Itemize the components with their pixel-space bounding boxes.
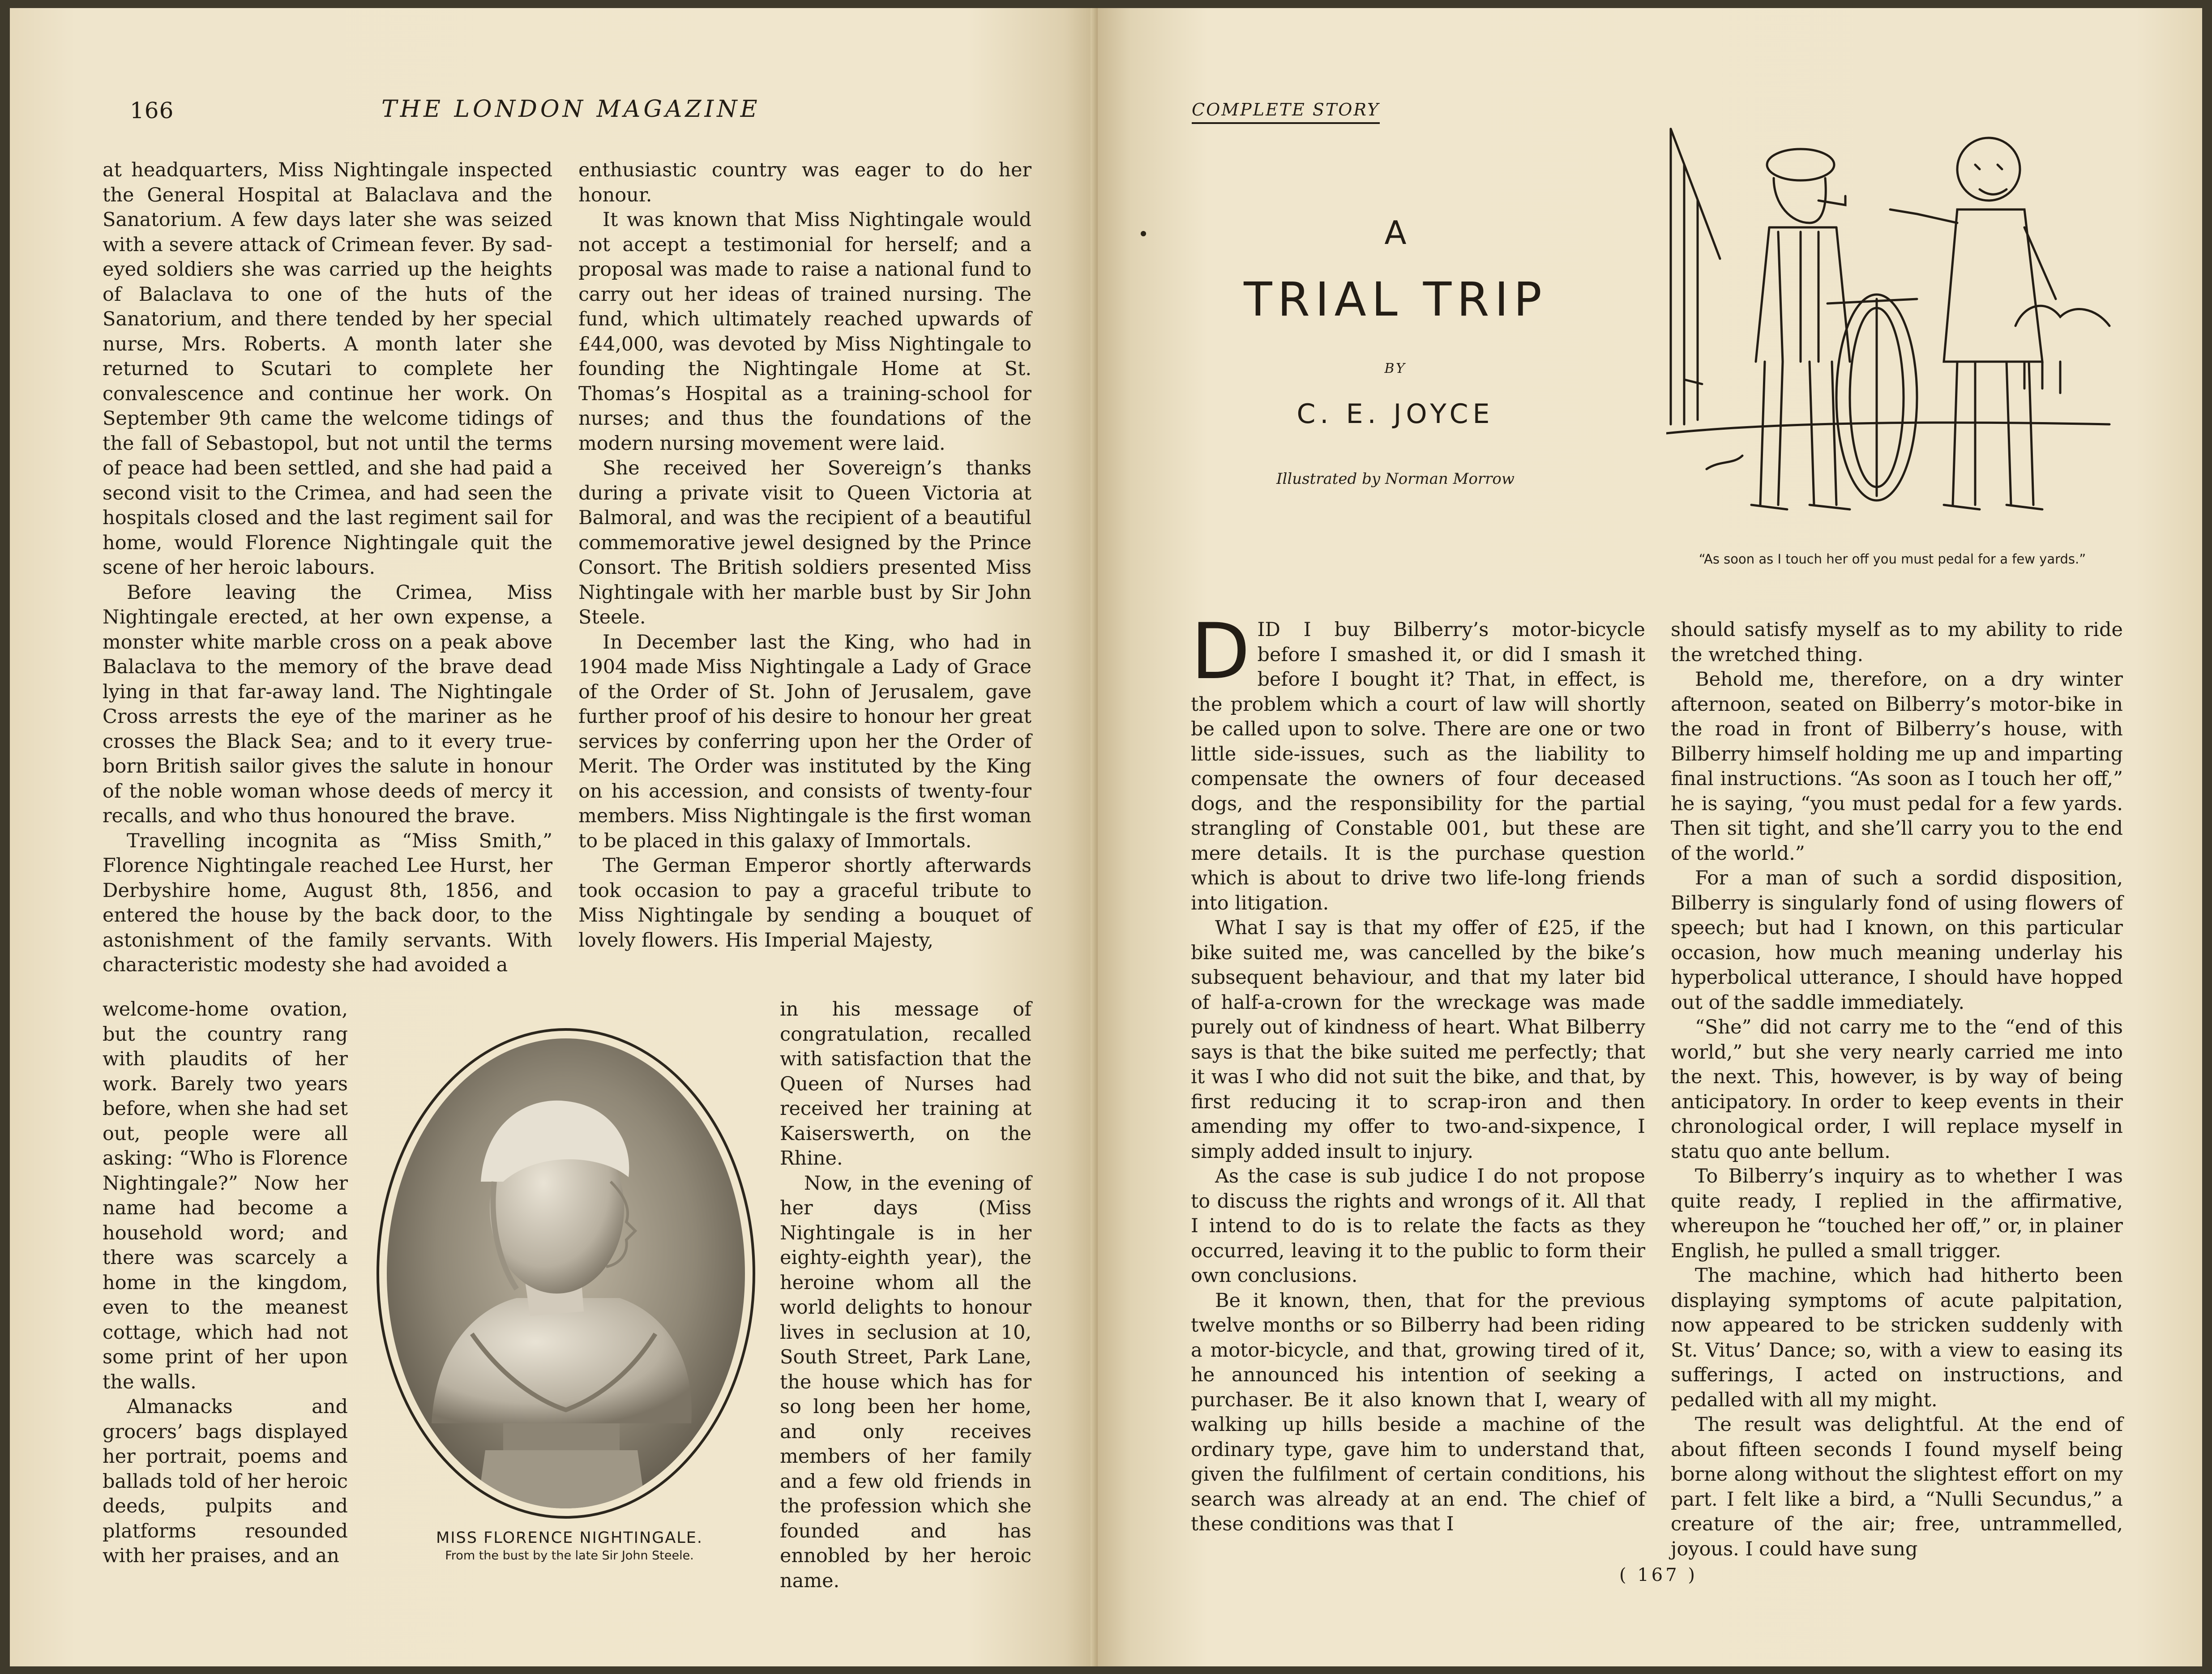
- story-illustration: [1666, 111, 2114, 536]
- paragraph: enthusiastic country was eager to do her honour.: [578, 159, 1031, 206]
- paragraph: As the case is sub judice I do not propose to discuss the rights and wrongs of it. All that I intend to do is to relate the facts as they occurred, leaving it to the public to form their own conclusions.: [1191, 1165, 1645, 1287]
- byline-label: BY: [1384, 361, 1407, 376]
- left-page: [10, 8, 1098, 1666]
- paragraph: The German Emperor shortly afterwards took occasion to pay a graceful tribute to Miss Nightingale by sending a bouquet of lovely flowers. His Imperial Majesty,: [578, 854, 1031, 952]
- paragraph: The machine, which had hitherto been displaying symptoms of acute palpitation, now appeared to be stricken suddenly with St. Vitus’ Dance; so, with a view to easing its sufferings, I acted on instructions, and pedalled with all my might.: [1671, 1264, 2123, 1411]
- paragraph: at headquarters, Miss Nightingale inspected the General Hospital at Balaclava and the Sanatorium. A few days later she was seized with a severe attack of Crimean fever. By sad-eyed soldiers she was carried up the heights of Balaclava to one of the huts of the Sanatorium, and there tended by her special nurse, Mrs. Roberts. A month later she returned to Scutari to complete her convalescence and continue her work. On September 9th came the welcome tidings of the fall of Sebastopol, but not until the terms of peace had been settled, and she had paid a second visit to the Crimea, and had seen the hospitals closed and the last regiment sail for home, would Florence Nightingale quit the scene of her heroic labours.: [103, 159, 552, 579]
- paragraph: For a man of such a sordid disposition, Bilberry is singularly fond of using flowers of speech; but had I known, on this particular occasion, how much meaning underlay his hyperbolical utterance, I should have hopped out of the saddle immediately.: [1671, 867, 2123, 1014]
- paragraph: To Bilberry’s inquiry as to whether I was quite ready, I replied in the affirmative, whereupon he “touched her off,” or, in plainer English, he pulled a small trigger.: [1671, 1165, 2123, 1262]
- paragraph: in his message of congratulation, recalled with satisfaction that the Queen of Nurses had received her training at Kaiserswerth, on the Rhine.: [780, 998, 1031, 1170]
- paragraph: Now, in the evening of her days (Miss Nightingale is in her eighty-eighth year), the heroine whom all the world delights to honour lives in seclusion at 10, South Street, Park Lane, the house which has for so long been her home, and only receives members of her family and a few old friends in the profession which she founded and has ennobled by her heroic name.: [780, 1172, 1031, 1592]
- story-title: TRIAL TRIP: [1244, 272, 1547, 327]
- paragraph: Almanacks and grocers’ bags displayed her portrait, poems and ballads told of her heroic deeds, pulpits and platforms resounded with her praises, and an: [103, 1396, 348, 1567]
- print-spot: [1141, 231, 1146, 236]
- story-title-article: A: [1384, 214, 1407, 252]
- page-folio: ( 167 ): [1619, 1565, 1698, 1585]
- paragraph: It was known that Miss Nightingale would not accept a testimonial for herself; and a proposal was made to raise a national fund to carry out her ideas of trained nursing. The fund, which ultimately reached upwards of £44,000, was devoted by Miss Nightingale to founding the Nightingale Home at St. Thomas’s Hospital as a training-school for nurses; and thus the foundations of the modern nursing movement were laid.: [578, 209, 1031, 455]
- paragraph: She received her Sovereign’s thanks during a private visit to Queen Victoria at Balmoral, and was the recipient of a beautiful commemorative jewel designed by the Prince Consort. The British soldiers presented Miss Nightingale with her marble bust by Sir John Steele.: [578, 457, 1031, 628]
- section-tag: COMPLETE STORY: [1192, 100, 1380, 124]
- portrait-source: From the bust by the late Sir John Steele.: [445, 1549, 694, 1563]
- right-page: [1098, 8, 2202, 1666]
- right-column-1: [1191, 606, 1645, 1537]
- first-paragraph: [1191, 606, 1645, 916]
- first-paragraph-text: ID I buy Bilberry’s motor-bicycle before I smashed it, or did I smash it before I bought it? That, in effect, is the problem which a court of law will shortly be called upon to solve. There are one or two little side-issues, such as the liability to compensate the owners of four deceased dogs, and the responsibility for the partial strangling of Constable 001, but these are mere details. It is the purchase question which is about to drive two life-long friends into litigation.: [1191, 619, 1645, 914]
- paragraph: In December last the King, who had in 1904 made Miss Nightingale a Lady of Grace of the Order of St. John of Jerusalem, gave further proof of his desire to honour her great services by conferring upon her the Order of Merit. The Order was instituted by the King on his accession, and consists of twenty-four members. Miss Nightingale is the first woman to be placed in this galaxy of Immortals.: [578, 631, 1031, 852]
- left-column-1: [103, 158, 552, 978]
- paragraph: What I say is that my offer of £25, if the bike suited me, was cancelled by the bike’s subsequent behaviour, and that my later bid of half-a-crown for the wreckage was made purely out of kindness of heart. What Bilberry says is that the bike suited me perfectly; that it was I who did not suit the bike, and that, by first reducing it to scrap-iron and then amending my offer to two-and-sixpence, I simply added insult to injury.: [1191, 917, 1645, 1163]
- right-column-2: [1671, 618, 2123, 1562]
- portrait-illustration: [369, 1021, 763, 1526]
- paragraph: should satisfy myself as to my ability to ride the wretched thing.: [1671, 619, 2123, 666]
- left-column-1-narrow: [103, 997, 348, 1569]
- portrait-caption: MISS FLORENCE NIGHTINGALE.: [436, 1529, 703, 1547]
- two-men-bicycle-drawing: [1666, 111, 2114, 536]
- illustration-caption: “As soon as I touch her off you must pedal for a few yards.”: [1699, 551, 2086, 567]
- paragraph: Before leaving the Crimea, Miss Nightingale erected, at her own expense, a monster white marble cross on a peak above Balaclava to the memory of the brave dead lying in that far-away land. The Nightingale Cross arrests the eye of the mariner as he crosses the Black Sea; and to it every true-born British sailor gives the salute in honour of the noble woman whose deeds of mercy it recalls, and who thus honoured the brave.: [103, 581, 552, 827]
- drop-cap: D: [1191, 606, 1250, 696]
- running-title: THE LONDON MAGAZINE: [381, 96, 761, 123]
- author-name: C. E. JOYCE: [1296, 398, 1494, 430]
- paragraph: Travelling incognita as “Miss Smith,” Florence Nightingale reached Lee Hurst, her Derbyshire home, August 8th, 1856, and entered the house by the back door, to the astonishment of the family servants. With characteristic modesty she had avoided a: [103, 829, 552, 976]
- paragraph: welcome-home ovation, but the country rang with plaudits of her work. Barely two years before, when she had set out, people were all asking: “Who is Florence Nightingale?” Now her name had become a household word; and there was scarcely a home in the kingdom, even to the meanest cottage, which had not some print of her upon the walls.: [103, 998, 348, 1393]
- page-number: 166: [130, 98, 174, 124]
- paragraph: “She” did not carry me to the “end of this world,” but she very nearly carried me into the next. This, however, is by way of being anticipatory. In order to keep events in their chronological order, I will replace myself in statu quo ante bellum.: [1671, 1016, 2123, 1163]
- left-column-2-narrow: [780, 997, 1031, 1593]
- illustrator-credit: Illustrated by Norman Morrow: [1276, 470, 1515, 488]
- left-column-2: [578, 158, 1031, 953]
- paragraph: The result was delightful. At the end of about fifteen seconds I found myself being borne along without the slightest effort on my part. I felt like a bird, a “Nulli Secundus,” a creature of the air; free, untrammelled, joyous. I could have sung: [1671, 1414, 2123, 1560]
- bust-portrait-image: [369, 1021, 763, 1526]
- paragraph: Be it known, then, that for the previous twelve months or so Bilberry had been riding a motor-bicycle, and that, growing tired of it, he announced his intention of seeking a purchaser. Be it also known that I, weary of walking up hills beside a machine of the ordinary type, gave him to understand that, given the fulfilment of certain conditions, his search was already at an end. The chief of these conditions was that I: [1191, 1289, 1645, 1535]
- paragraph: Behold me, therefore, on a dry winter afternoon, seated on Bilberry’s motor-bike in the road in front of Bilberry’s house, with Bilberry himself holding me up and imparting final instructions. “As soon as I touch her off,” he is saying, “you must pedal for a few yards. Then sit tight, and she’ll carry you to the end of the world.”: [1671, 668, 2123, 865]
